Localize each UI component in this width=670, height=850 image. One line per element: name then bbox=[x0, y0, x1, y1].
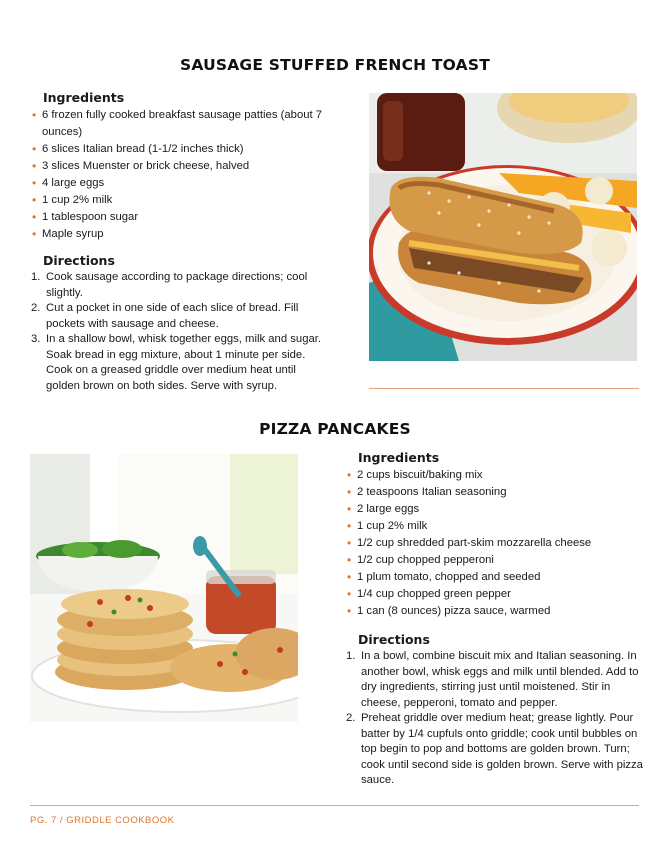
recipe2-directions-list bbox=[346, 649, 646, 789]
page-footer: PG. 7 / GRIDDLE COOKBOOK bbox=[30, 815, 175, 826]
step-number: 2. bbox=[346, 712, 356, 724]
direction-step bbox=[31, 270, 331, 301]
ingredient-item: • 6 slices Italian bread (1-1/2 inches thick) bbox=[32, 141, 332, 158]
direction-step bbox=[31, 301, 331, 332]
recipe1-directions-list bbox=[31, 270, 331, 394]
recipe2-directions-heading: Directions bbox=[358, 632, 430, 647]
recipe2-title: PIZZA PANCAKES bbox=[259, 420, 411, 438]
step-text: In a bowl, combine biscuit mix and Italian seasoning. In another bowl, whisk eggs and milk until blended. Add to dry ingredients, stirring just until moistened. Stir in cheese, pepperoni, tomato and pepper. bbox=[361, 650, 639, 709]
ingredient-item: • 2 cups biscuit/baking mix bbox=[347, 467, 647, 484]
direction-step bbox=[346, 711, 646, 789]
ingredient-item: • 1/2 cup chopped pepperoni bbox=[347, 552, 647, 569]
step-number: 2. bbox=[31, 302, 41, 314]
recipe1-ingredients-heading: Ingredients bbox=[43, 90, 125, 105]
recipe2-ingredients-list bbox=[347, 467, 647, 620]
ingredient-item: • 6 frozen fully cooked breakfast sausage patties (about 7 ounces) bbox=[32, 107, 332, 141]
section-divider bbox=[369, 388, 639, 389]
ingredient-item: • 4 large eggs bbox=[32, 175, 332, 192]
ingredient-item: • Maple syrup bbox=[32, 226, 332, 243]
ingredient-item: • 1 cup 2% milk bbox=[32, 192, 332, 209]
step-text: In a shallow bowl, whisk together eggs, milk and sugar. Soak bread in egg mixture, about 1 minute per side. Cook on a greased griddle over medium heat until golden brown on both sides. Serve with syrup. bbox=[46, 333, 322, 392]
direction-step bbox=[346, 649, 646, 711]
ingredient-item: • 1/2 cup shredded part-skim mozzarella cheese bbox=[347, 535, 647, 552]
ingredient-item: • 3 slices Muenster or brick cheese, halved bbox=[32, 158, 332, 175]
step-text: Preheat griddle over medium heat; grease lightly. Pour batter by 1/4 cupfuls onto griddle; cook until bubbles on top begin to pop and bottoms are golden brown. Turn; cook until second side is golden brown. Serve with pizza sauce. bbox=[361, 712, 643, 786]
recipe2-ingredients-heading: Ingredients bbox=[358, 450, 440, 465]
step-text: Cut a pocket in one side of each slice of bread. Fill pockets with sausage and cheese. bbox=[46, 302, 299, 330]
recipe1-directions-heading: Directions bbox=[43, 253, 115, 268]
ingredient-item: • 2 large eggs bbox=[347, 501, 647, 518]
direction-step bbox=[31, 332, 331, 394]
ingredient-item: • 1 plum tomato, chopped and seeded bbox=[347, 569, 647, 586]
pizza-pancakes-photo bbox=[30, 454, 298, 722]
french-toast-photo bbox=[369, 93, 637, 361]
ingredient-item: • 1 can (8 ounces) pizza sauce, warmed bbox=[347, 603, 647, 620]
recipe1-ingredients-list bbox=[32, 107, 332, 243]
step-number: 1. bbox=[31, 271, 41, 283]
footer-divider bbox=[30, 805, 639, 806]
recipe1-title: SAUSAGE STUFFED FRENCH TOAST bbox=[180, 56, 490, 74]
ingredient-item: • 2 teaspoons Italian seasoning bbox=[347, 484, 647, 501]
step-number: 3. bbox=[31, 333, 41, 345]
ingredient-item: • 1/4 cup chopped green pepper bbox=[347, 586, 647, 603]
ingredient-item: • 1 cup 2% milk bbox=[347, 518, 647, 535]
step-number: 1. bbox=[346, 650, 356, 662]
step-text: Cook sausage according to package directions; cool slightly. bbox=[46, 271, 308, 299]
ingredient-item: • 1 tablespoon sugar bbox=[32, 209, 332, 226]
